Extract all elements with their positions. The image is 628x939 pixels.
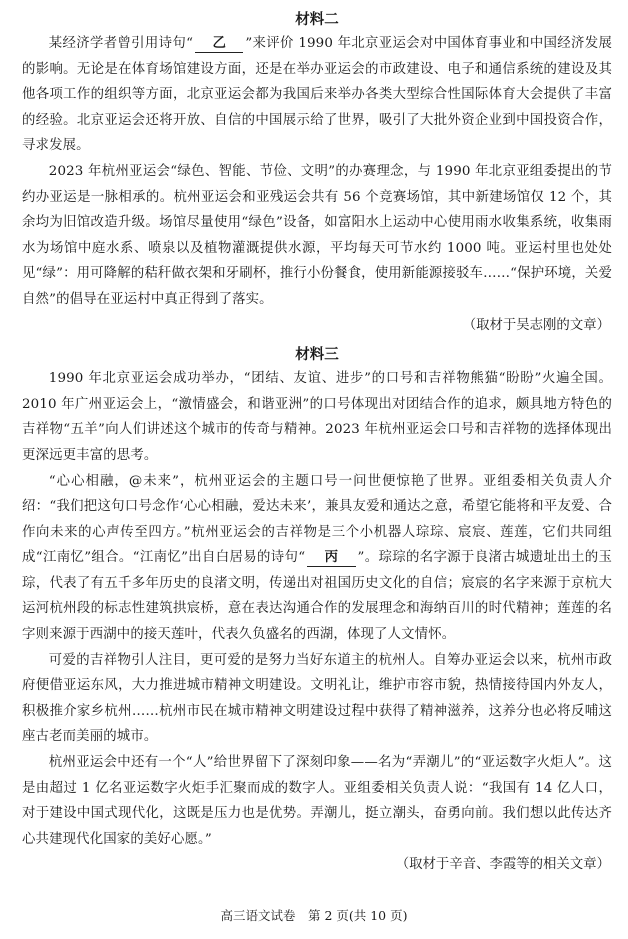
paragraph-text: ”来评价 1990 年北京亚运会对中国体育事业和中国经济发展的影响。无论是在体育场馆建设方面，还是在举办亚运会的市政建设、电子和通信系统的建设及其他各项工作的组织等方面，北京亚运会都为我国后来举办各类大型综合性国际体育大会提供了丰富的经验。北京亚运会还将开放、自信的中国展示给了世界，吸引了大批外资企业到中国投资合作，寻求发展。 — [22, 36, 613, 154]
paragraph-text: “心心相融，@未来”，杭州亚运会的主题口号一问世便惊艳了世界。亚组委相关负责人介绍：“我们把这句口号念作‘心心相融，爱达未来’，兼具友爱和通达之意，希望它能将和平友爱、合作向未来的心声传至四方。”杭州亚运会的吉祥物是三个小机器人琮琮、宸宸、莲莲，它们共同组成“江南忆”组合。“江南忆”出自白居易的诗句“ — [22, 473, 612, 566]
source-citation: （取材于辛音、李霞等的相关文章） — [395, 857, 610, 873]
page-footer: 高三语文试卷 第 2 页(共 10 页) — [220, 908, 408, 923]
fill-in-blank: 丙 — [307, 549, 355, 567]
paragraph: 杭州亚运会中还有一个“人”给世界留下了深刻印象——名为“弄潮儿”的“亚运数字火炬人”。这是由超过 1 亿名亚运数字火炬手汇聚而成的数字人。亚组委相关负责人说：“我国有 14 亿人口，对于建设中国式现代化，这既是压力也是优势。弄潮儿，挺立潮头，奋勇向前。我们想以此传达齐心共建现代化国家的美好心愿。” — [22, 755, 612, 847]
fill-in-blank: 乙 — [195, 35, 243, 53]
section-heading-material-3: 材料三 — [295, 347, 339, 364]
paragraph: 1990 年北京亚运会成功举办，“团结、友谊、进步”的口号和吉祥物熊猫“盼盼”火遍全国。2010 年广州亚运会上，“激情盛会，和谐亚洲”的口号体现出对团结合作的追求，颇具地方特色的吉祥物“五羊”向人们讲述这个城市的传奇与精神。2023 年杭州亚运会口号和吉祥物的选择体现出更深远更丰富的思考。 — [22, 371, 612, 463]
paragraph — [22, 469, 612, 648]
source-citation: （取材于吴志刚的文章） — [462, 317, 610, 333]
paragraph — [22, 31, 612, 159]
paragraph: 2023 年杭州亚运会“绿色、智能、节俭、文明”的办赛理念，与 1990 年北京亚组委提出的节约办亚运是一脉相承的。杭州亚运会和亚残运会共有 56 个竞赛场馆，其中新建场馆仅 12 个，其余均为旧馆改造升级。场馆尽量使用“绿色”设备，如富阳水上运动中心使用雨水收集系统，收集雨水为场馆中庭水系、喷泉以及植物灌溉提供水源，平均每天可节水约 1000 吨。亚运村里也处处见“绿”：用可降解的秸秆做衣架和牙刷杯，推行小份餐食，使用新能源接驳车……“保护环境，关爱自然”的倡导在亚运村中真正得到了落实。 — [22, 163, 612, 307]
section-heading-material-2: 材料二 — [295, 12, 339, 28]
exam-page — [0, 9, 628, 939]
paragraph-text: ”。琮琮的名字源于良渚古城遗址出土的玉琮，代表了有五千多年历史的良渚文明，传递出对祖国历史文化的自信；宸宸的名字来源于京杭大运河杭州段的标志性建筑拱宸桥，意在表达沟通合作的发展理念和海纳百川的时代精神；莲莲的名字则来源于西湖中的接天莲叶，代表久负盛名的西湖，体现了人文情怀。 — [22, 550, 612, 643]
paragraph-text: 某经济学者曾引用诗句“ — [48, 36, 194, 51]
paragraph: 可爱的吉祥物引人注目，更可爱的是努力当好东道主的杭州人。自筹办亚运会以来，杭州市政府便借亚运东风，大力推进城市精神文明建设。文明礼让，维护市容市貌，热情接待国内外友人，积极推介家乡杭州……杭州市民在城市精神文明建设过程中获得了精神滋养，这养分也必将反哺这座古老而美丽的城市。 — [22, 652, 612, 745]
